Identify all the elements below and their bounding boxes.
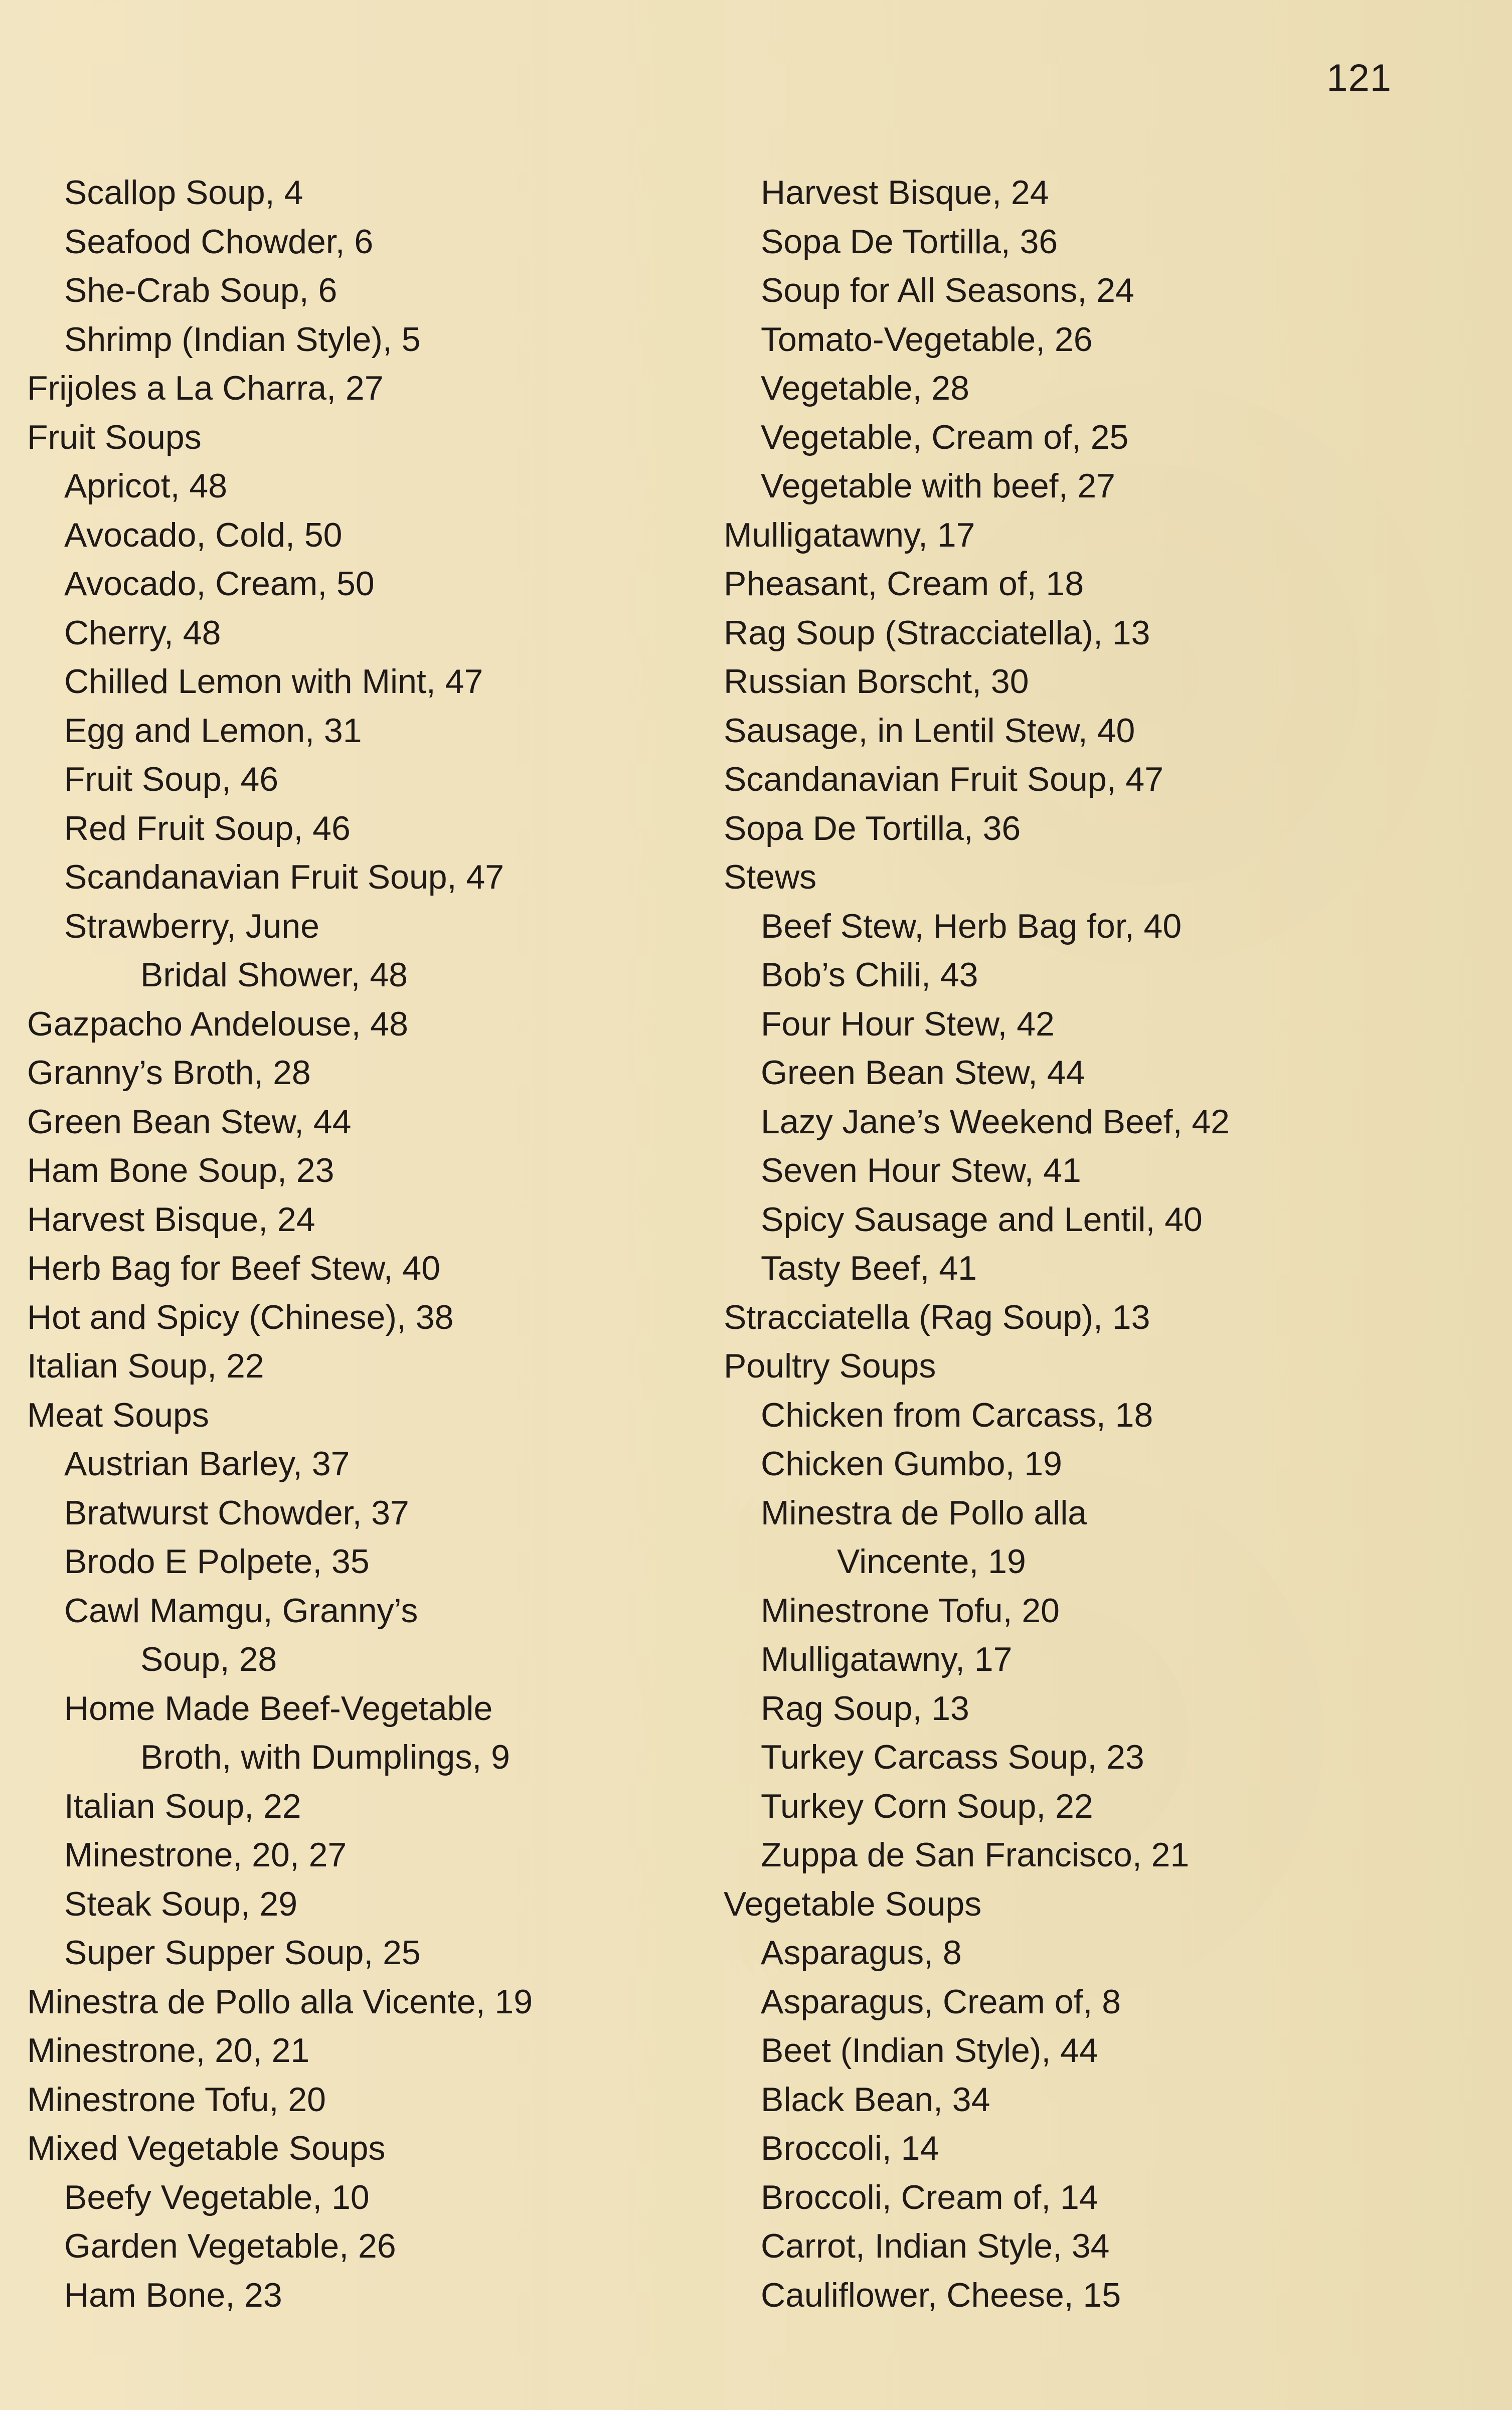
index-entry: Tasty Beef, 41 [761, 1249, 977, 1287]
index-entry: Rag Soup, 13 [761, 1689, 969, 1728]
index-entry: Seven Hour Stew, 41 [761, 1151, 1081, 1189]
index-entry: Chicken Gumbo, 19 [761, 1445, 1062, 1483]
page-number: 121 [1326, 57, 1392, 99]
index-entry: Gazpacho Andelouse, 48 [27, 1004, 408, 1043]
index-entry: Garden Vegetable, 26 [64, 2227, 396, 2265]
index-entry: Bridal Shower, 48 [140, 956, 408, 994]
index-entry: Fruit Soups [27, 418, 202, 456]
index-entry: Austrian Barley, 37 [64, 1445, 350, 1483]
index-entry: Russian Borscht, 30 [724, 662, 1029, 701]
index-entry: Fruit Soup, 46 [64, 760, 279, 798]
index-entry: Vegetable, Cream of, 25 [761, 418, 1129, 456]
index-entry: Soup for All Seasons, 24 [761, 271, 1134, 309]
index-entry: Egg and Lemon, 31 [64, 711, 362, 750]
index-right-column [724, 168, 1406, 2320]
index-entry: Rag Soup (Stracciatella), 13 [724, 613, 1150, 652]
index-entry: Cauliflower, Cheese, 15 [761, 2276, 1121, 2314]
index-entry: Black Bean, 34 [761, 2080, 990, 2119]
index-entry: Scandanavian Fruit Soup, 47 [64, 858, 505, 896]
index-entry: Pheasant, Cream of, 18 [724, 565, 1084, 603]
index-entry: Vegetable Soups [724, 1884, 982, 1923]
index-entry: Strawberry, June [64, 907, 319, 945]
index-entry: Lazy Jane’s Weekend Beef, 42 [761, 1102, 1230, 1141]
index-entry: Asparagus, Cream of, 8 [761, 1982, 1121, 2021]
index-entry: Italian Soup, 22 [27, 1347, 264, 1385]
index-entry: Carrot, Indian Style, 34 [761, 2227, 1110, 2265]
index-entry: Asparagus, 8 [761, 1934, 962, 1972]
index-entry: Soup, 28 [140, 1640, 277, 1678]
index-entry: Seafood Chowder, 6 [64, 222, 374, 261]
index-entry: Home Made Beef-Vegetable [64, 1689, 493, 1728]
index-entry: Beef Stew, Herb Bag for, 40 [761, 907, 1182, 945]
index-entry: Harvest Bisque, 24 [27, 1200, 315, 1239]
index-entry: Broccoli, 14 [761, 2129, 939, 2167]
index-entry: Turkey Carcass Soup, 23 [761, 1738, 1144, 1776]
index-entry: Red Fruit Soup, 46 [64, 809, 351, 847]
index-entry: Bob’s Chili, 43 [761, 956, 978, 994]
index-entry: Herb Bag for Beef Stew, 40 [27, 1249, 441, 1287]
index-entry: Broth, with Dumplings, 9 [140, 1738, 510, 1776]
index-entry: Scandanavian Fruit Soup, 47 [724, 760, 1164, 798]
index-entry: Poultry Soups [724, 1347, 936, 1385]
index-entry: Minestra de Pollo alla [761, 1493, 1087, 1532]
index-entry: Vincente, 19 [837, 1542, 1026, 1581]
index-entry: Minestrone, 20, 27 [64, 1836, 347, 1874]
index-entry: Cherry, 48 [64, 613, 221, 652]
index-entry: Meat Soups [27, 1396, 209, 1434]
index-entry: Sopa De Tortilla, 36 [761, 222, 1058, 261]
index-entry: Zuppa de San Francisco, 21 [761, 1836, 1190, 1874]
index-entry: Beet (Indian Style), 44 [761, 2031, 1098, 2070]
index-entry: Steak Soup, 29 [64, 1884, 298, 1923]
index-entry: Stracciatella (Rag Soup), 13 [724, 1298, 1150, 1336]
index-entry: Four Hour Stew, 42 [761, 1004, 1055, 1043]
index-entry: Green Bean Stew, 44 [27, 1102, 352, 1141]
index-entry: Stews [724, 858, 817, 896]
index-entry: Sausage, in Lentil Stew, 40 [724, 711, 1135, 750]
index-entry: Minestrone Tofu, 20 [761, 1591, 1060, 1630]
index-entry: Bratwurst Chowder, 37 [64, 1493, 409, 1532]
index-entry: Shrimp (Indian Style), 5 [64, 320, 421, 359]
index-entry: Turkey Corn Soup, 22 [761, 1787, 1093, 1825]
index-entry: Harvest Bisque, 24 [761, 174, 1049, 212]
index-entry: Frijoles a La Charra, 27 [27, 369, 384, 407]
index-entry: Mulligatawny, 17 [761, 1640, 1013, 1678]
index-entry: Tomato-Vegetable, 26 [761, 320, 1093, 359]
index-entry: Cawl Mamgu, Granny’s [64, 1591, 418, 1630]
index-entry: Avocado, Cream, 50 [64, 565, 375, 603]
index-entry: Chicken from Carcass, 18 [761, 1396, 1153, 1434]
index-entry: Beefy Vegetable, 10 [64, 2178, 370, 2216]
index-entry: Minestrone Tofu, 20 [27, 2080, 326, 2119]
index-entry: Ham Bone, 23 [64, 2276, 282, 2314]
index-entry: Mixed Vegetable Soups [27, 2129, 386, 2167]
index-entry: Avocado, Cold, 50 [64, 515, 343, 554]
index-entry: Mulligatawny, 17 [724, 515, 975, 554]
index-entry: Vegetable, 28 [761, 369, 969, 407]
index-entry: Italian Soup, 22 [64, 1787, 301, 1825]
index-entry: Spicy Sausage and Lentil, 40 [761, 1200, 1203, 1239]
index-entry: Scallop Soup, 4 [64, 174, 303, 212]
index-entry: Vegetable with beef, 27 [761, 467, 1115, 505]
index-entry: Minestrone, 20, 21 [27, 2031, 310, 2070]
index-entry: Ham Bone Soup, 23 [27, 1151, 334, 1189]
index-entry: Brodo E Polpete, 35 [64, 1542, 370, 1581]
index-entry: Broccoli, Cream of, 14 [761, 2178, 1098, 2216]
index-entry: Chilled Lemon with Mint, 47 [64, 662, 483, 701]
index-entry: Green Bean Stew, 44 [761, 1054, 1085, 1092]
index-entry: Apricot, 48 [64, 467, 228, 505]
index-entry: Super Supper Soup, 25 [64, 1934, 421, 1972]
index-entry: Granny’s Broth, 28 [27, 1054, 311, 1092]
index-left-column [27, 168, 709, 2320]
index-entry: She-Crab Soup, 6 [64, 271, 338, 309]
index-entry: Hot and Spicy (Chinese), 38 [27, 1298, 454, 1336]
index-entry: Sopa De Tortilla, 36 [724, 809, 1021, 847]
index-entry: Minestra de Pollo alla Vicente, 19 [27, 1982, 533, 2021]
